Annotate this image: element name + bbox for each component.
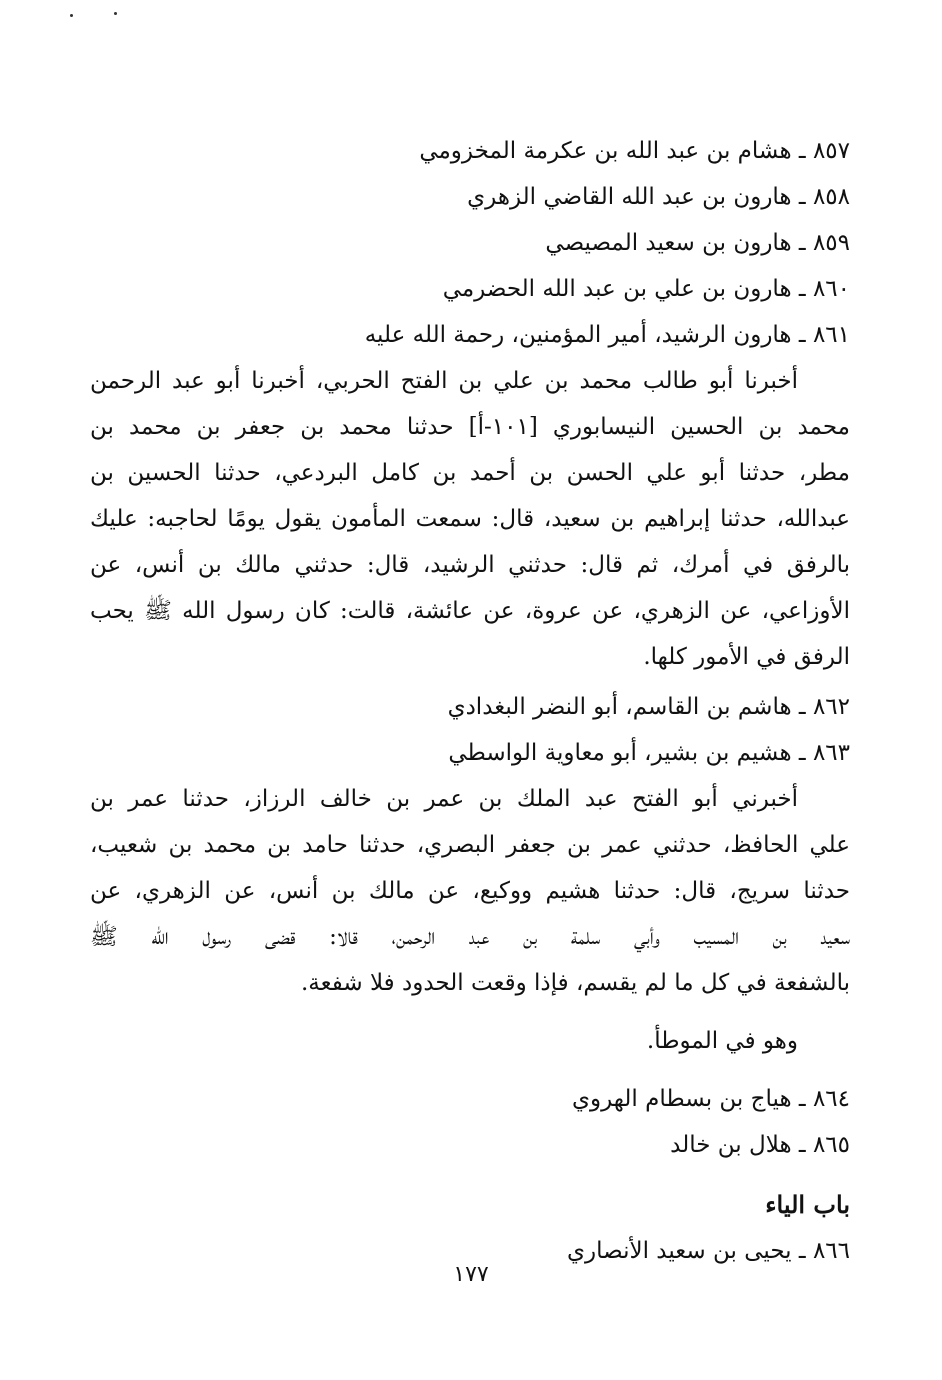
source-note: وهو في الموطأ. [646, 1028, 798, 1054]
biography-entry: ٨٦٤ ـ هياج بن بسطام الهروي [571, 1086, 850, 1112]
paragraph-line: محمد بن الحسين النيسابوري [١٠١-أ] حدثنا محمد بن جعفر بن محمد بن [90, 414, 850, 440]
paragraph-line: حدثنا سريج، قال: حدثنا هشيم ووكيع، عن مالك بن أنس، عن الزهري، عن [90, 878, 850, 904]
biography-entry: ٨٦٢ ـ هاشم بن القاسم، أبو النضر البغدادي [447, 694, 850, 720]
biography-entry: ٨٦٠ ـ هارون بن علي بن عبد الله الحضرمي [442, 276, 850, 302]
paragraph-line: أخبرنا أبو طالب محمد بن علي بن الفتح الحربي، أخبرنا أبو عبد الرحمن [90, 368, 798, 394]
paragraph-line: بالشفعة في كل ما لم يقسم، فإذا وقعت الحدود فلا شفعة. [300, 970, 850, 996]
biography-entry: ٨٦٣ ـ هشيم بن بشير، أبو معاوية الواسطي [448, 740, 850, 766]
page-number: ١٧٧ [453, 1262, 489, 1287]
scan-speck [114, 12, 117, 15]
biography-entry: ٨٥٧ ـ هشام بن عبد الله بن عكرمة المخزومي [419, 138, 850, 164]
paragraph-line: عبدالله، حدثنا إبراهيم بن سعيد، قال: سمعت المأمون يقول يومًا لحاجبه: عليك [90, 506, 850, 532]
paragraph-line: بالرفق في أمرك، ثم قال: حدثني الرشيد، قال: حدثني مالك بن أنس، عن [90, 552, 850, 578]
paragraph-line: علي الحافظ، حدثني عمر بن جعفر البصري، حدثنا حامد بن محمد بن شعيب، [90, 832, 850, 858]
scan-speck [70, 14, 73, 17]
paragraph-line: الأوزاعي، عن الزهري، عن عروة، عن عائشة، قالت: كان رسول الله ﷺ يحب [90, 598, 850, 624]
paragraph-line: سعيد بن المسيب وأبي سلمة بن عبد الرحمن، قالا: قضى رسول الله ﷺ [90, 924, 850, 950]
paragraph-line: مطر، حدثنا أبو علي الحسن بن أحمد بن كامل البردعي، حدثنا الحسين بن [90, 460, 850, 486]
paragraph-line: الرفق في الأمور كلها. [643, 644, 850, 670]
biography-entry: ٨٥٩ ـ هارون بن سعيد المصيصي [545, 230, 850, 256]
hadith-paragraph [90, 776, 850, 1006]
page-body [90, 128, 850, 1274]
biography-entry: ٨٦٦ ـ يحيى بن سعيد الأنصاري [567, 1238, 850, 1264]
hadith-paragraph [90, 358, 850, 680]
paragraph-line: أخبرني أبو الفتح عبد الملك بن عمر بن خالف الرزاز، حدثنا عمر بن [90, 786, 798, 812]
section-heading: باب الياء [765, 1190, 850, 1219]
biography-entry: ٨٦٥ ـ هلال بن خالد [670, 1132, 850, 1158]
biography-entry: ٨٥٨ ـ هارون بن عبد الله القاضي الزهري [467, 184, 850, 210]
biography-entry: ٨٦١ ـ هارون الرشيد، أمير المؤمنين، رحمة الله عليه [364, 322, 850, 348]
